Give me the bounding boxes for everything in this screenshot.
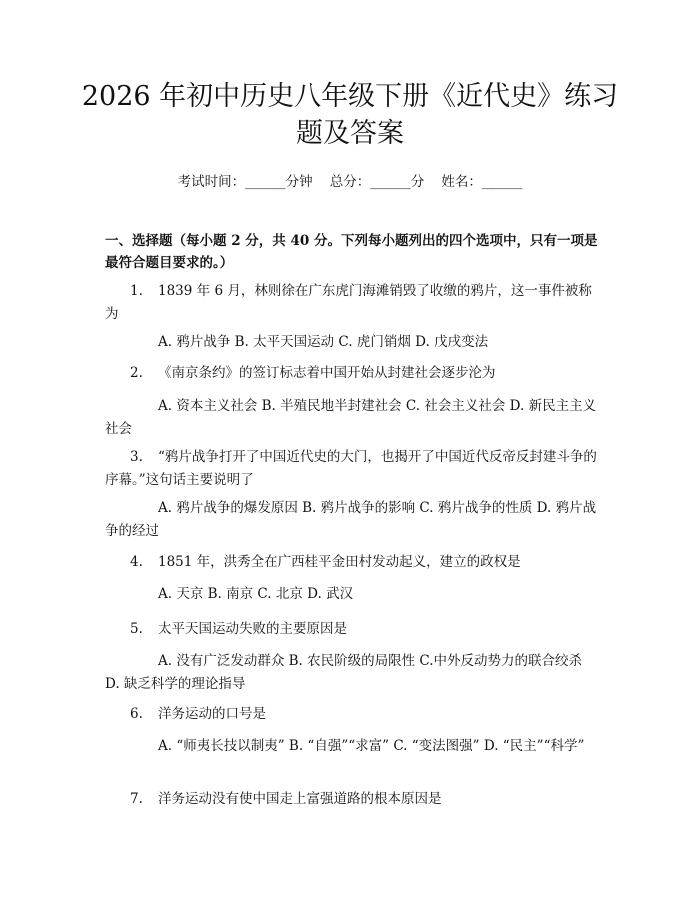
question-2-options: A. 资本主义社会 B. 半殖民地半封建社会 C. 社会主义社会 D. 新民主主义社会: [105, 398, 597, 437]
question-number: 7.: [130, 791, 143, 807]
exam-meta: 考试时间：______分钟 总分：______分 姓名：______: [177, 174, 523, 190]
section-heading: 一、选择题（每小题 2 分，共 40 分。下列每小题列出的四个选项中，只有一项是最符合题目要求的。）: [105, 233, 598, 271]
question-5-options: A. 没有广泛发动群众 B. 农民阶级的局限性 C.中外反动势力的联合绞杀 D. 缺乏科学的理论指导: [105, 653, 583, 692]
question-number: 5.: [130, 621, 143, 637]
question-stem: 太平天国运动失败的主要原因是: [158, 621, 347, 637]
question-number: 2.: [130, 365, 143, 381]
title-line-2: 题及答案: [296, 118, 404, 149]
question-number: 6.: [130, 706, 143, 722]
question-3: [105, 446, 600, 492]
question-6: [105, 703, 600, 726]
question-2: [105, 362, 600, 385]
document-title: [0, 78, 700, 152]
question-6-options: A. “师夷长技以制夷” B. “自强”“求富” C. “变法图强” D. “民主”“科学”: [158, 738, 585, 754]
question-stem: 1851 年，洪秀全在广西桂平金田村发动起义，建立的政权是: [158, 554, 521, 570]
question-stem: 洋务运动没有使中国走上富强道路的根本原因是: [158, 791, 442, 807]
question-stem: 1839 年 6 月，林则徐在广东虎门海滩销毁了收缴的鸦片，这一事件被称为: [105, 283, 592, 322]
title-line-1: 2026 年初中历史八年级下册《近代史》练习: [81, 81, 619, 112]
question-7: [105, 788, 600, 811]
question-number: 4.: [130, 554, 143, 570]
question-4-options: A. 天京 B. 南京 C. 北京 D. 武汉: [158, 586, 354, 602]
question-1-options: A. 鸦片战争 B. 太平天国运动 C. 虎门销烟 D. 戊戌变法: [158, 334, 489, 350]
question-number: 1.: [130, 283, 143, 299]
question-5: [105, 618, 600, 641]
question-stem: “鸦片战争打开了中国近代史的大门，也揭开了中国近代反帝反封建斗争的序幕。”这句话主要说明了: [105, 449, 597, 488]
question-stem: 洋务运动的口号是: [158, 706, 266, 722]
question-stem: 《南京条约》的签订标志着中国开始从封建社会逐步沦为: [158, 365, 496, 381]
question-1: [105, 280, 600, 326]
question-4: [105, 551, 600, 574]
question-number: 3.: [130, 449, 143, 465]
question-3-options: A. 鸦片战争的爆发原因 B. 鸦片战争的影响 C. 鸦片战争的性质 D. 鸦片战争的经过: [105, 500, 597, 539]
